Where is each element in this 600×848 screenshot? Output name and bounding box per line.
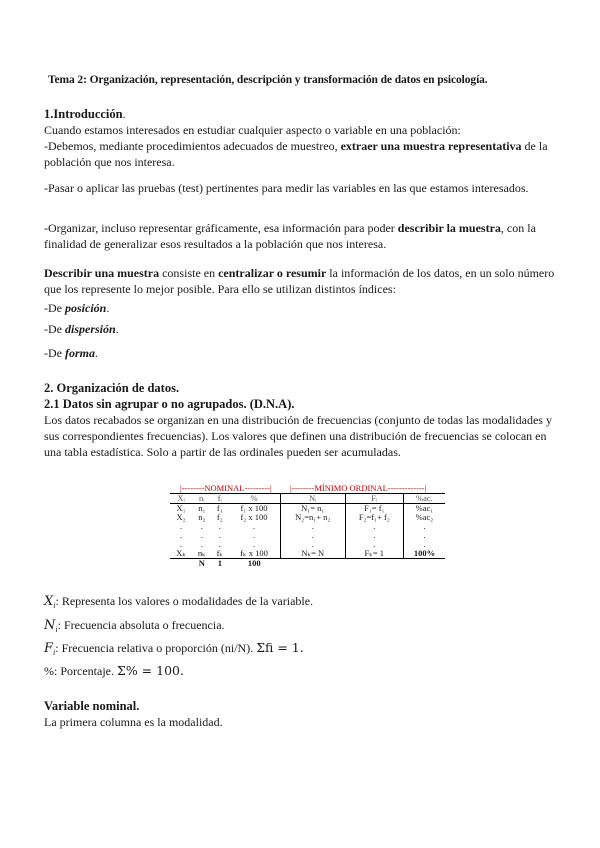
intro-heading: 1.Introducción bbox=[44, 107, 123, 121]
definition-xi: $X_i$: Representa los valores o modalidades de la variable. bbox=[44, 594, 314, 610]
table-row bbox=[170, 531, 445, 540]
table-total-cell bbox=[345, 559, 403, 569]
table-cell: %ac₁ bbox=[415, 503, 434, 513]
table-cell: . bbox=[345, 531, 403, 540]
table-totals-row bbox=[170, 559, 445, 569]
table-cell: . bbox=[423, 530, 426, 540]
table-cell: f₁ bbox=[216, 503, 223, 513]
table-header-cell: %ac. bbox=[403, 494, 445, 504]
table-cell: 100% bbox=[403, 549, 445, 559]
table-total-cell: 100 bbox=[247, 558, 261, 568]
table-cell: . bbox=[345, 540, 403, 549]
table-cell: fₖ x 100 bbox=[228, 549, 280, 559]
table-header-cell: Fᵢ bbox=[345, 494, 403, 504]
definition-fi: $F_i$: Frecuencia relativa o proporción (ni/N). Σfi = 1. bbox=[44, 640, 304, 657]
intro-section bbox=[44, 106, 564, 170]
table-cell: F₁= f₁ bbox=[345, 504, 403, 514]
table-header-cell: % bbox=[228, 494, 280, 504]
table-cell: n₁ bbox=[198, 503, 206, 513]
table-cell: X₂ bbox=[176, 512, 186, 522]
section-2-heading: 2. Organización de datos. bbox=[44, 381, 180, 395]
intro-paragraph-3: -Organizar, incluso representar gráficamente, esa información para poder describir la muestra, con la finalidad de generalizar esos resultados a la población que nos interesa. bbox=[44, 221, 536, 251]
table-header-cell: nᵢ bbox=[192, 494, 211, 504]
table-header-row bbox=[170, 494, 445, 504]
table-row bbox=[170, 549, 445, 559]
table-total-cell bbox=[170, 559, 192, 569]
index-list-item: -De dispersión. bbox=[44, 322, 119, 336]
table-cell: nₖ bbox=[192, 549, 211, 559]
table-cell: . bbox=[228, 522, 280, 531]
table-cell: . bbox=[200, 539, 203, 549]
ordinal-banner: |--------MÍNIMO ORDINAL-------------| bbox=[290, 483, 427, 493]
table-header-cell: fᵢ bbox=[211, 494, 228, 504]
section-2-1-heading: 2.1 Datos sin agrupar o no agrupados. (D.N.A). bbox=[44, 397, 295, 411]
table-header-cell: Xᵢ bbox=[170, 494, 192, 504]
table-cell: . bbox=[200, 530, 203, 540]
intro-paragraph-1: -Debemos, mediante procedimientos adecuados de muestreo, extraer una muestra representativa de la población que nos interesa. bbox=[44, 139, 548, 169]
table-cell: . bbox=[218, 521, 221, 531]
table-cell: fₖ bbox=[211, 549, 228, 559]
table-cell: . bbox=[280, 522, 345, 531]
table-cell: . bbox=[228, 540, 280, 549]
table-header-cell: Nᵢ bbox=[280, 494, 345, 504]
intro-paragraph-2: -Pasar o aplicar las pruebas (test) pertinentes para medir las variables en las que estamos interesados. bbox=[44, 181, 529, 195]
table-cell: . bbox=[228, 531, 280, 540]
intro-line: Cuando estamos interesados en estudiar cualquier aspecto o variable en una población: bbox=[44, 123, 461, 137]
frequency-table bbox=[170, 493, 445, 568]
page-title: Tema 2: Organización, representación, descripción y transformación de datos en psicología. bbox=[48, 74, 488, 86]
table-cell: N₁= n₁ bbox=[280, 504, 345, 514]
table-cell: . bbox=[218, 539, 221, 549]
definition-percent: %: Porcentaje. Σ% = 100. bbox=[44, 663, 184, 678]
describe-paragraph: Describir una muestra consiste en centralizar o resumir la información de los datos, en un solo número que los represente lo mejor posible. Para ello se utilizan distintos índices: bbox=[44, 266, 555, 296]
table-cell: Xₖ bbox=[170, 549, 192, 559]
table-cell: . bbox=[423, 521, 426, 531]
table-total-cell: N bbox=[198, 558, 205, 568]
nominal-section bbox=[44, 698, 564, 730]
section-2-paragraph: Los datos recabados se organizan en una distribución de frecuencias (conjunto de todas las modalidades y sus correspondientes frecuencias). Los valores que definen una distribución de frecuencias se colocan en una tabla estadística. Solo a partir de las ordinales pueden ser acumuladas. bbox=[44, 413, 552, 459]
table-cell: f₂ x 100 bbox=[228, 513, 280, 522]
table-cell: Fₖ= 1 bbox=[345, 549, 403, 559]
table-cell: f₁ x 100 bbox=[228, 504, 280, 514]
table-cell: F₂=f₁+ f₂ bbox=[345, 513, 403, 522]
table-cell: . bbox=[218, 530, 221, 540]
table-cell: . bbox=[180, 521, 183, 531]
table-row bbox=[170, 513, 445, 522]
section-2 bbox=[44, 380, 564, 460]
table-cell: %ac₂ bbox=[415, 512, 434, 522]
table-total-cell bbox=[403, 559, 445, 569]
table-row bbox=[170, 522, 445, 531]
table-cell: . bbox=[200, 521, 203, 531]
table-total-cell bbox=[280, 559, 345, 569]
table-cell: . bbox=[423, 539, 426, 549]
nominal-banner: |--------NOMINAL---------| bbox=[180, 483, 272, 493]
table-cell: . bbox=[280, 531, 345, 540]
table-cell: n₂ bbox=[198, 512, 206, 522]
table-total-cell: 1 bbox=[217, 558, 222, 568]
nominal-text: La primera columna es la modalidad. bbox=[44, 715, 223, 729]
table-cell: . bbox=[180, 530, 183, 540]
nominal-heading: Variable nominal. bbox=[44, 699, 140, 713]
table-cell: Nₖ= N bbox=[280, 549, 345, 559]
table-cell: . bbox=[180, 539, 183, 549]
table-cell: N₂=n₁+ n₂ bbox=[280, 513, 345, 522]
table-cell: . bbox=[280, 540, 345, 549]
table-cell: f₂ bbox=[216, 512, 223, 522]
intro-heading-dot: . bbox=[122, 107, 126, 121]
table-cell: . bbox=[345, 522, 403, 531]
index-list-item: -De posición. bbox=[44, 301, 110, 315]
definition-ni: $N_i$: Frecuencia absoluta o frecuencia. bbox=[44, 618, 225, 634]
index-list-item: -De forma. bbox=[44, 346, 98, 360]
table-cell: X₁ bbox=[176, 503, 186, 513]
